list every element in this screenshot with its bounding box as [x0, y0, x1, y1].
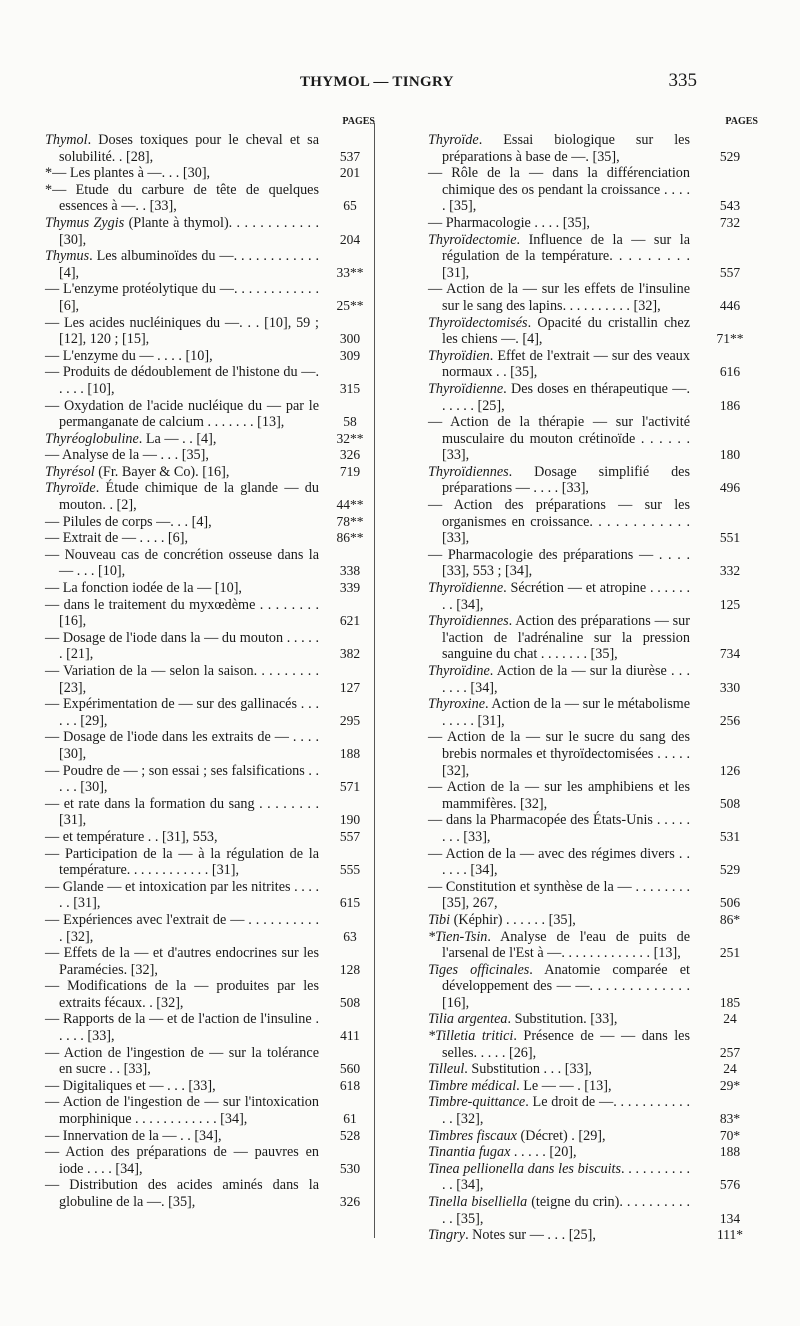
running-title: THYMOL — TINGRY — [300, 74, 454, 90]
index-entry — [45, 945, 375, 978]
index-entry — [45, 1078, 375, 1095]
index-entry — [428, 1161, 758, 1194]
entry-page: 61 — [343, 1111, 357, 1127]
entry-text: Thyroïdine. Action de la — sur la diurèse . . . . . . . [34], — [428, 663, 690, 696]
index-entry — [428, 580, 758, 613]
entry-page: 555 — [339, 862, 361, 878]
index-entry — [45, 464, 375, 481]
entry-page: 531 — [719, 828, 741, 844]
entry-text: Tilleul. Substitution . . . [33], — [428, 1061, 592, 1078]
entry-text: — Nouveau cas de concrétion osseuse dans la — . . . [10], — [45, 546, 319, 580]
entry-text: — Dosage de l'iode dans la — du mouton . . . . . . [21], — [45, 629, 319, 663]
entry-page: 190 — [339, 812, 361, 828]
index-entry — [45, 630, 375, 663]
index-entry — [45, 1144, 375, 1177]
entry-text: — La fonction iodée de la — [10], — [45, 580, 242, 597]
entry-page: 734 — [719, 646, 741, 662]
entry-text: — Action de la — sur les effets de l'insuline sur le sang des lapins. . . . . . . . . . [32], — [428, 281, 690, 314]
entry-text: *Tien-Tsin. Analyse de l'eau de puits de l'arsenal de l'Est à —. . . . . . . . . . . . . [13], — [428, 928, 690, 962]
index-entry — [45, 580, 375, 597]
index-entry — [45, 1011, 375, 1044]
entry-text: — Distribution des acides aminés dans la globuline de la —. [35], — [45, 1177, 319, 1210]
entry-page: 25** — [336, 297, 364, 313]
index-entry — [428, 414, 758, 464]
page-number: 335 — [668, 70, 697, 91]
index-entry — [428, 912, 758, 929]
entry-page: 615 — [339, 895, 361, 911]
entry-text: Thymus. Les albuminoïdes du —. . . . . . . . . . . . [4], — [45, 248, 319, 281]
index-entry — [45, 165, 375, 182]
index-entry — [45, 215, 375, 248]
entry-text: Tingry. Notes sur — . . . [25], — [428, 1227, 596, 1244]
index-entry — [45, 248, 375, 281]
index-entry — [45, 182, 375, 215]
pages-label: PAGES — [342, 116, 375, 127]
index-entry — [45, 696, 375, 729]
entry-text: — Action de la — sur le sucre du sang des brebis normales et thyroïdectomisées . . . . . [32], — [428, 729, 690, 779]
entry-text: Thyroïdectomie. Influence de la — sur la régulation de la température. . . . . . . . . [31], — [428, 231, 690, 281]
index-entry — [45, 597, 375, 630]
entry-text: Thyroïdienne. Des doses en thérapeutique —. . . . . . [25], — [428, 380, 690, 414]
entry-page: 528 — [339, 1127, 361, 1143]
entry-text: — Extrait de — . . . . [6], — [45, 530, 189, 547]
index-entry — [45, 846, 375, 879]
index-entry — [428, 348, 758, 381]
index-entry — [45, 364, 375, 397]
entry-text: — Action de la thérapie — sur l'activité musculaire du mouton crétinoïde . . . . . . [33], — [428, 414, 690, 464]
index-entry — [428, 1061, 758, 1078]
index-entry — [45, 1045, 375, 1078]
entry-page: 382 — [339, 646, 361, 662]
entry-page: 571 — [339, 779, 361, 795]
entry-text: Thyroïdiennes. Dosage simplifié des préparations — . . . . [33], — [428, 463, 690, 497]
entry-page: 63 — [343, 928, 357, 944]
index-entry — [45, 978, 375, 1011]
pages-label: PAGES — [725, 116, 758, 127]
entry-page: 557 — [339, 828, 361, 844]
index-entry — [45, 1128, 375, 1145]
index-entry — [428, 1194, 758, 1227]
entry-text: — Rapports de la — et de l'action de l'insuline . . . . . [33], — [45, 1011, 319, 1045]
entry-text: Tinea pellionella dans les biscuits. . . . . . . . . . . . [34], — [428, 1160, 690, 1194]
entry-page: 257 — [719, 1044, 741, 1060]
index-entry — [45, 447, 375, 464]
entry-text: — Analyse de la — . . . [35], — [45, 447, 209, 464]
index-entry — [428, 613, 758, 663]
index-entry — [428, 547, 758, 580]
entry-text: — Les acides nucléiniques du —. . . [10], 59 ; [12], 120 ; [15], — [45, 314, 319, 348]
entry-page: 496 — [719, 480, 741, 496]
entry-page: 58 — [343, 414, 357, 430]
index-entry — [428, 879, 758, 912]
entry-text: Thyréoglobuline. La — . . [4], — [45, 430, 217, 447]
entry-text: Thymus Zygis (Plante à thymol). . . . . . . . . . . . [30], — [45, 214, 319, 248]
entry-page: 126 — [719, 762, 741, 778]
entry-page: 326 — [339, 447, 361, 463]
entry-text: — Poudre de — ; son essai ; ses falsifications . . . . . [30], — [45, 762, 319, 796]
entry-page: 508 — [719, 795, 741, 811]
entry-page: 204 — [339, 231, 361, 247]
entry-page: 111* — [717, 1227, 743, 1243]
entry-page: 24 — [723, 1011, 737, 1027]
index-entry — [428, 663, 758, 696]
entry-text: Timbre-quittance. Le droit de —. . . . . . . . . . . . . [32], — [428, 1094, 690, 1128]
entry-text: — Dosage de l'iode dans les extraits de — . . . . [30], — [45, 729, 319, 762]
index-entry — [45, 1094, 375, 1127]
entry-page: 616 — [719, 364, 741, 380]
index-entry — [428, 929, 758, 962]
left-column — [45, 116, 375, 1211]
entry-text: — Rôle de la — dans la différenciation chimique des os pendant la croissance . . . . . [35], — [428, 165, 690, 215]
entry-text: Tiges officinales. Anatomie comparée et développement des — —. . . . . . . . . . . . . [16], — [428, 961, 690, 1011]
right-column — [428, 116, 758, 1244]
entry-text: Tilia argentea. Substitution. [33], — [428, 1011, 618, 1028]
entry-text: — Innervation de la — . . [34], — [45, 1127, 222, 1144]
entry-text: Thyroïdiennes. Action des préparations — sur l'action de l'adrénaline sur la pression sanguine du chat . . . . . . . [35], — [428, 613, 690, 663]
index-entry — [428, 497, 758, 547]
entry-page: 576 — [719, 1177, 741, 1193]
entry-text: — Pharmacologie des préparations — . . . . [33], 553 ; [34], — [428, 546, 690, 580]
entry-text: — Expérimentation de — sur des gallinacés . . . . . . [29], — [45, 696, 319, 729]
entry-page: 537 — [339, 148, 361, 164]
entry-text: — Action des préparations — sur les organismes en croissance. . . . . . . . . . . . [33], — [428, 497, 690, 547]
index-entry — [45, 1177, 375, 1210]
entry-page: 201 — [339, 165, 361, 181]
entry-page: 719 — [339, 463, 361, 479]
entry-page: 330 — [719, 679, 741, 695]
entry-text: — Modifications de la — produites par les extraits fécaux. . [32], — [45, 978, 319, 1011]
entry-text: — Glande — et intoxication par les nitrites . . . . . . [31], — [45, 878, 319, 912]
entry-text: *— Etude du carbure de tête de quelques essences à —. . [33], — [45, 181, 319, 215]
index-entry — [45, 796, 375, 829]
entry-page: 326 — [339, 1194, 361, 1209]
entry-text: — Expériences avec l'extrait de — . . . . . . . . . . . [32], — [45, 911, 319, 945]
index-entry — [428, 1128, 758, 1145]
entry-page: 186 — [719, 397, 741, 413]
entry-text: — Pilules de corps —. . . [4], — [45, 513, 212, 530]
index-entry — [45, 530, 375, 547]
index-entry — [45, 348, 375, 365]
index-entry — [45, 663, 375, 696]
entry-page: 300 — [339, 331, 361, 347]
index-entry — [428, 232, 758, 282]
entry-text: Timbre médical. Le — — . [13], — [428, 1077, 612, 1094]
entry-page: 508 — [339, 994, 361, 1010]
entry-text: — L'enzyme du — . . . . [10], — [45, 347, 213, 364]
entry-page: 71** — [716, 331, 744, 347]
index-entry — [428, 846, 758, 879]
entry-text: — Action de l'ingestion de — sur l'intoxication morphinique . . . . . . . . . . . . [34], — [45, 1094, 319, 1128]
entry-page: 33** — [336, 264, 364, 280]
index-entry — [45, 398, 375, 431]
entry-page: 86* — [719, 911, 741, 927]
entry-page: 446 — [719, 297, 741, 313]
entry-page: 32** — [336, 430, 364, 446]
entry-page: 557 — [719, 264, 741, 280]
entry-text: — Constitution et synthèse de la — . . . . . . . . [35], 267, — [428, 878, 690, 912]
entry-page: 44** — [336, 497, 364, 513]
index-entry — [428, 165, 758, 215]
index-entry — [428, 281, 758, 314]
index-entry — [45, 912, 375, 945]
entry-page: 70* — [719, 1127, 741, 1143]
left-entries — [45, 132, 375, 1211]
entry-text: Thymol. Doses toxiques pour le cheval et sa solubilité. . [28], — [45, 132, 319, 165]
index-entry — [428, 962, 758, 1012]
entry-page: 78** — [336, 513, 364, 529]
index-entry — [428, 1028, 758, 1061]
entry-page: 529 — [719, 148, 741, 164]
entry-page: 621 — [339, 613, 361, 629]
entry-page: 411 — [340, 1028, 360, 1044]
entry-text: Thyroxine. Action de la — sur le métabolisme . . . . . [31], — [428, 696, 690, 729]
entry-page: 128 — [339, 961, 361, 977]
entry-page: 188 — [339, 745, 361, 761]
entry-text: — Produits de dédoublement de l'histone du —. . . . . [10], — [45, 364, 319, 397]
entry-page: 529 — [719, 862, 741, 878]
entry-page: 315 — [339, 380, 361, 396]
entry-page: 543 — [719, 198, 741, 214]
index-entry — [45, 514, 375, 531]
entry-page: 65 — [343, 198, 357, 214]
entry-text: Thyroïdienne. Sécrétion — et atropine . . . . . . . . [34], — [428, 580, 690, 613]
entry-page: 338 — [339, 563, 361, 579]
index-entry — [428, 464, 758, 497]
page-header — [0, 70, 800, 100]
entry-text: — Oxydation de l'acide nucléique du — par le permanganate de calcium . . . . . . . [13], — [45, 397, 319, 431]
entry-page: 339 — [339, 580, 361, 596]
entry-text: — Digitaliques et — . . . [33], — [45, 1077, 216, 1094]
index-entry — [45, 281, 375, 314]
index-entry — [45, 729, 375, 762]
entry-page: 24 — [723, 1061, 737, 1077]
index-entry — [428, 696, 758, 729]
index-entry — [428, 1227, 758, 1244]
entry-page: 188 — [719, 1144, 741, 1160]
index-entry — [428, 381, 758, 414]
entry-page: 29* — [719, 1077, 741, 1093]
index-entry — [45, 879, 375, 912]
entry-text: Tibi (Képhir) . . . . . . [35], — [428, 911, 576, 928]
entry-text: — dans la Pharmacopée des États-Unis . . . . . . . . [33], — [428, 812, 690, 845]
entry-text: — et température . . [31], 553, — [45, 828, 218, 845]
index-entry — [45, 132, 375, 165]
entry-page: 309 — [339, 347, 361, 363]
entry-page: 86** — [336, 530, 364, 546]
index-entry — [45, 480, 375, 513]
entry-page: 127 — [339, 679, 361, 695]
index-entry — [45, 315, 375, 348]
entry-page: 618 — [339, 1077, 361, 1093]
entry-text: Thyroïdectomisés. Opacité du cristallin chez les chiens —. [4], — [428, 314, 690, 348]
entry-text: — Action de la — avec des régimes divers . . . . . . [34], — [428, 845, 690, 879]
entry-text: — Variation de la — selon la saison. . . . . . . . . [23], — [45, 663, 319, 696]
index-entry — [428, 1078, 758, 1095]
entry-text: — Action de l'ingestion de — sur la tolérance en sucre . . [33], — [45, 1044, 319, 1078]
index-entry — [45, 829, 375, 846]
index-entry — [45, 763, 375, 796]
entry-text: — dans le traitement du myxœdème . . . . . . . . [16], — [45, 596, 319, 630]
index-entry — [428, 729, 758, 779]
index-entry — [45, 547, 375, 580]
entry-page: 83* — [719, 1111, 741, 1127]
index-entry — [428, 1011, 758, 1028]
entry-text: — L'enzyme protéolytique du —. . . . . . . . . . . . [6], — [45, 281, 319, 314]
entry-page: 185 — [719, 994, 741, 1010]
index-entry — [428, 315, 758, 348]
entry-page: 332 — [719, 563, 741, 579]
entry-text: — Pharmacologie . . . . [35], — [428, 214, 590, 231]
index-entry — [428, 812, 758, 845]
entry-page: 251 — [719, 945, 741, 961]
entry-text: *Tilletia tritici. Présence de — — dans les selles. . . . . [26], — [428, 1028, 691, 1061]
index-entry — [428, 1094, 758, 1127]
entry-page: 125 — [719, 596, 741, 612]
entry-text: Thyroïde. Étude chimique de la glande — du mouton. . [2], — [45, 480, 319, 514]
entry-text: — Participation de la — à la régulation de la température. . . . . . . . . . . . [31], — [45, 845, 319, 879]
entry-page: 560 — [339, 1061, 361, 1077]
index-entry — [428, 779, 758, 812]
entry-text: Timbres fiscaux (Décret) . [29], — [428, 1127, 606, 1144]
entry-text: — Effets de la — et d'autres endocrines sur les Paramécies. [32], — [45, 945, 319, 978]
index-entry — [45, 431, 375, 448]
entry-page: 295 — [339, 712, 361, 728]
entry-page: 732 — [719, 214, 741, 230]
entry-page: 506 — [719, 895, 741, 911]
entry-text: Thyroïdien. Effet de l'extrait — sur des veaux normaux . . [35], — [428, 347, 690, 381]
entry-text: Tinella biselliella (teigne du crin). . . . . . . . . . . . [35], — [428, 1194, 690, 1227]
index-entry — [428, 132, 758, 165]
entry-text: Thyroïde. Essai biologique sur les préparations à base de —. [35], — [428, 132, 690, 165]
entry-text: — Action de la — sur les amphibiens et les mammifères. [32], — [428, 779, 690, 812]
entry-page: 134 — [719, 1210, 741, 1226]
index-entry — [428, 215, 758, 232]
entry-text: — et rate dans la formation du sang . . . . . . . . [31], — [45, 795, 319, 829]
right-entries — [428, 132, 758, 1244]
entry-text: *— Les plantes à —. . . [30], — [45, 165, 211, 182]
entry-text: Thyrésol (Fr. Bayer & Co). [16], — [45, 463, 230, 480]
entry-page: 256 — [719, 712, 741, 728]
entry-text: — Action des préparations de — pauvres en iode . . . . [34], — [45, 1144, 319, 1177]
entry-page: 551 — [719, 530, 741, 546]
entry-text: Tinantia fugax . . . . . [20], — [428, 1144, 577, 1161]
entry-page: 530 — [339, 1160, 361, 1176]
index-entry — [428, 1144, 758, 1161]
entry-page: 180 — [719, 447, 741, 463]
